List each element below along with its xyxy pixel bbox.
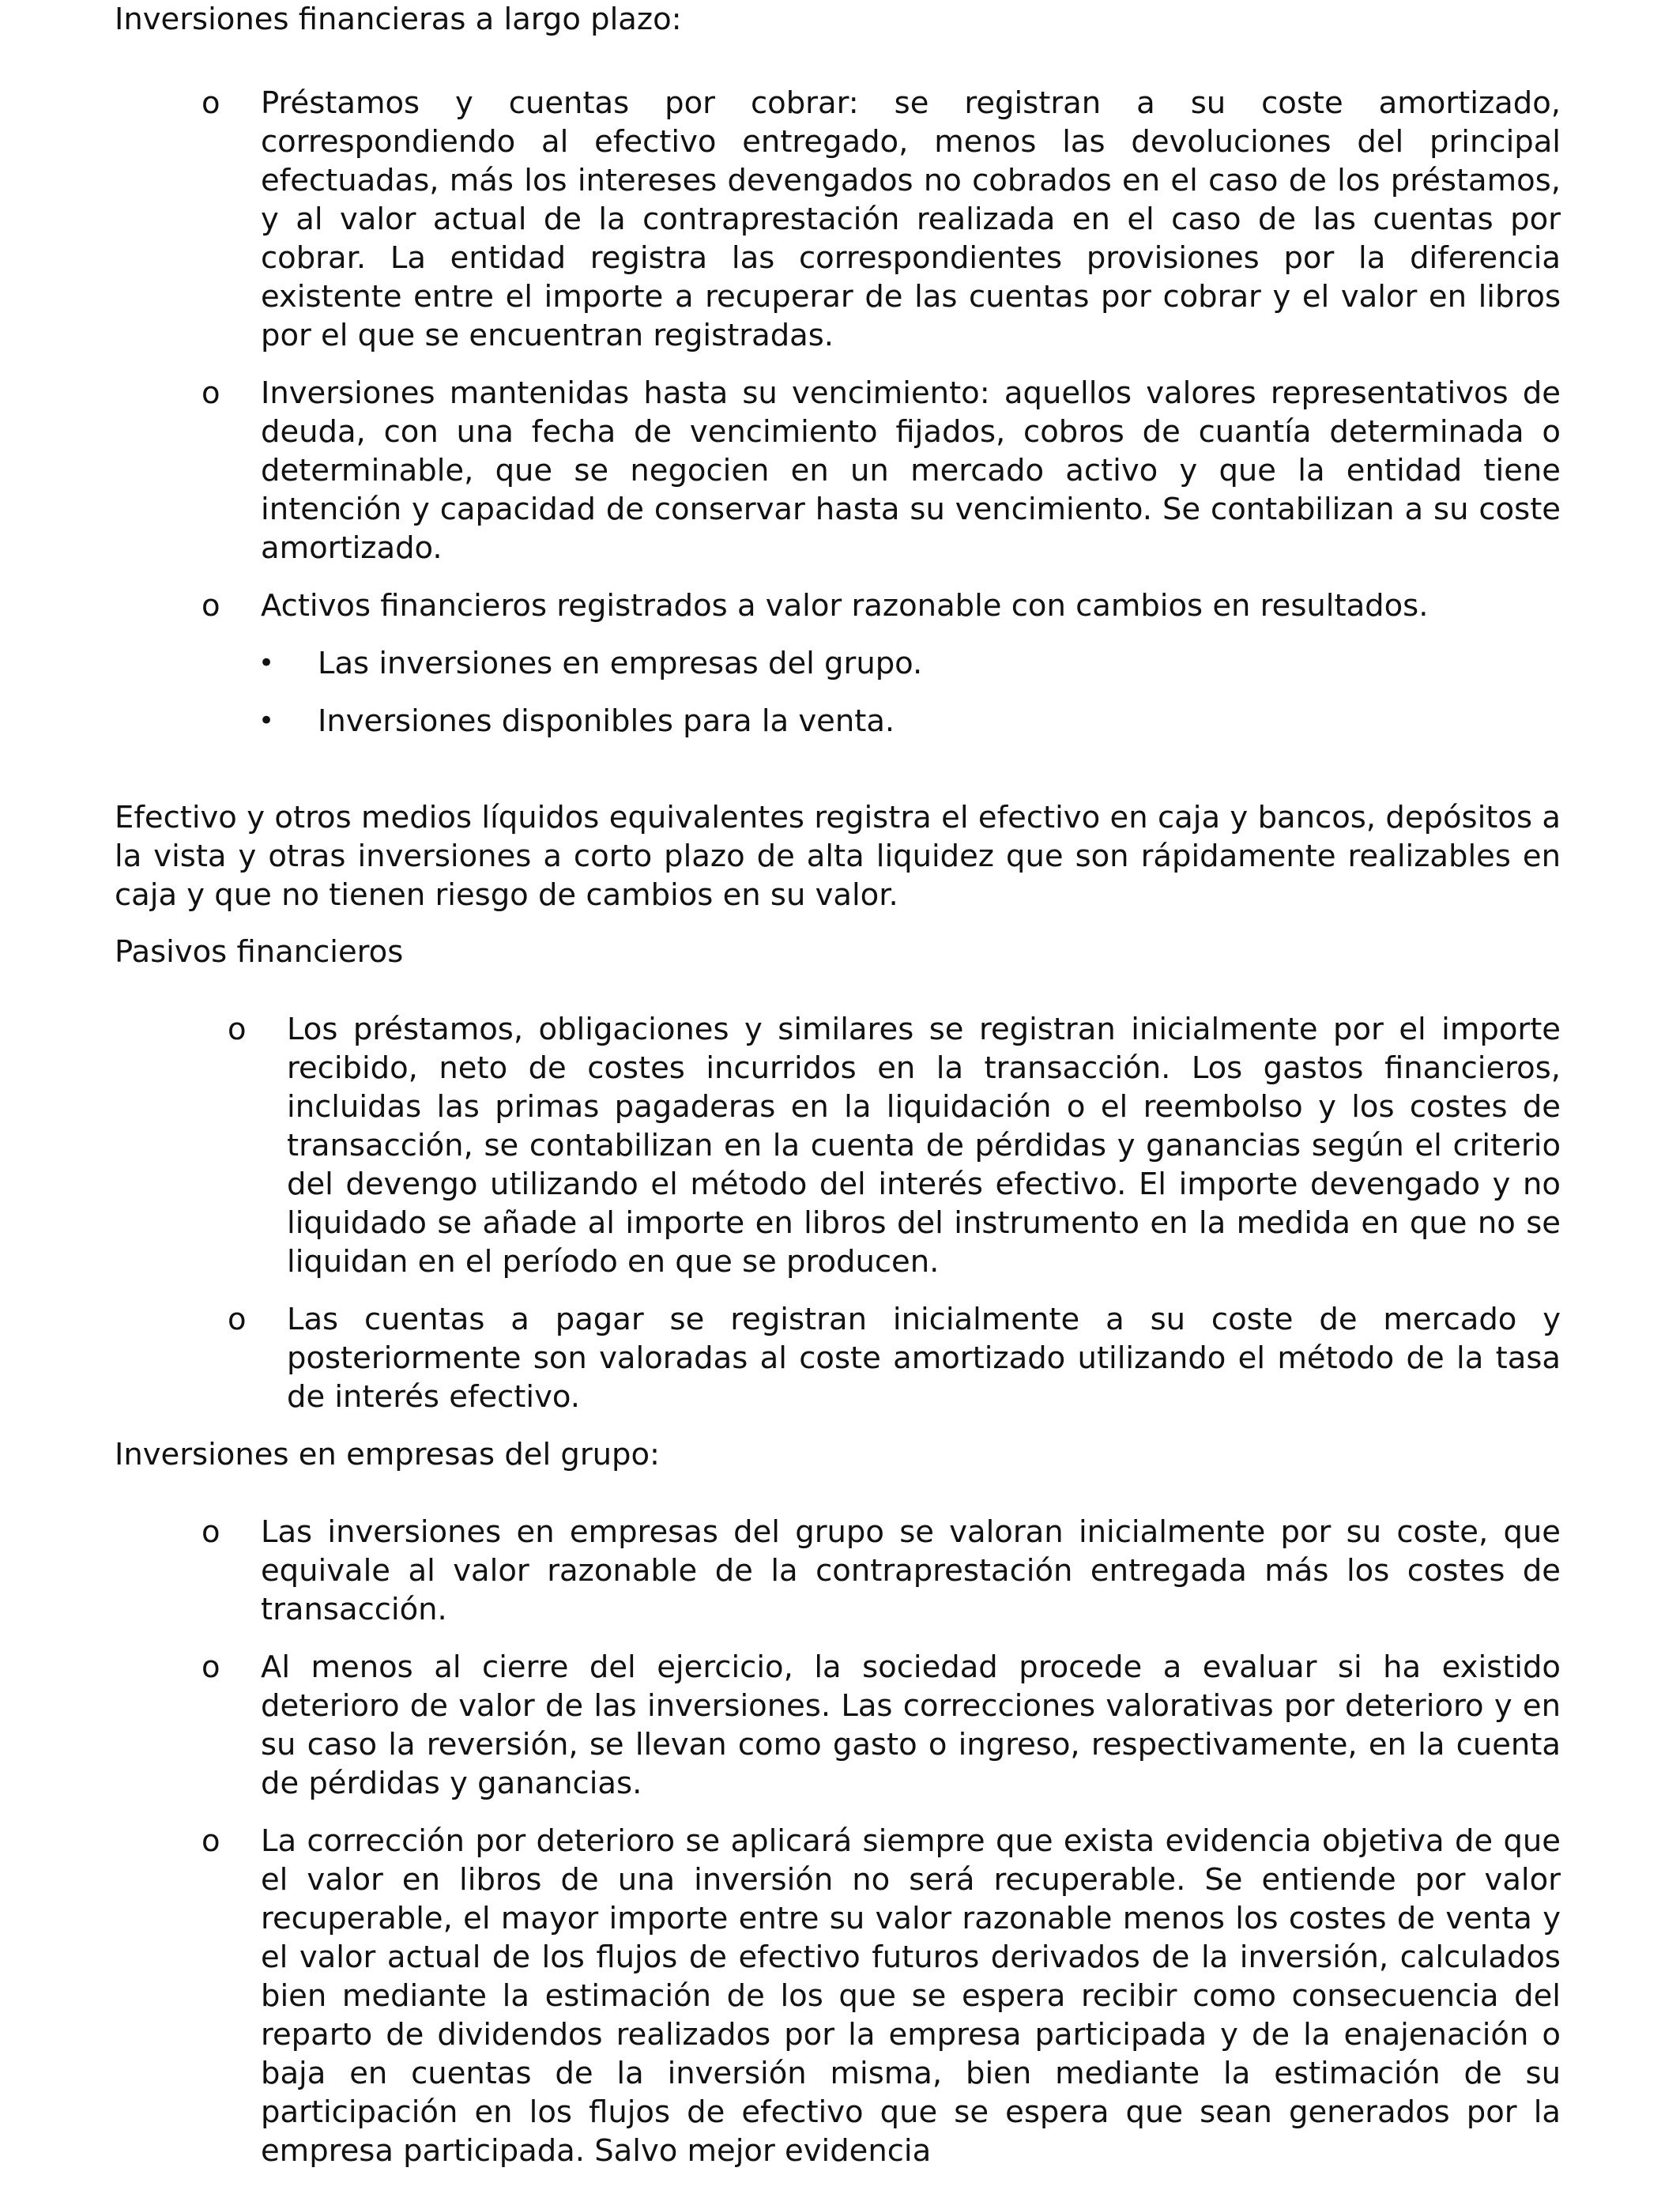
list-item-deterioro-cierre xyxy=(115,1648,1561,1803)
list-item-text: Las inversiones en empresas del grupo se valoran inicialmente por su coste, que equivale al valor razonable de la contraprestación entregada más los costes de transacción. xyxy=(261,1514,1561,1627)
list-item-text: Las cuentas a pagar se registran inicialmente a su coste de mercado y posteriormente son valoradas al coste amortizado utilizando el método de la tasa de interés efectivo. xyxy=(287,1302,1561,1415)
list-item-prestamos-cuentas-cobrar xyxy=(115,84,1561,355)
list-marker: o xyxy=(202,375,220,411)
list-item-inversiones-vencimiento xyxy=(115,374,1561,567)
sub-list-item-disponibles-venta xyxy=(115,702,1561,741)
heading-inversiones-empresas-grupo: Inversiones en empresas del grupo: xyxy=(115,1437,661,1472)
list-item-correccion-deterioro xyxy=(115,1822,1561,2170)
list-item-activos-valor-razonable xyxy=(115,586,1561,625)
list-marker: o xyxy=(202,1514,220,1550)
list-marker: o xyxy=(202,1823,220,1859)
heading-pasivos-financieros: Pasivos financieros xyxy=(115,934,404,970)
list-marker: o xyxy=(228,1302,247,1337)
document-page xyxy=(115,0,1561,2170)
paragraph-efectivo: Efectivo y otros medios líquidos equivalentes registra el efectivo en caja y bancos, depósitos a la vista y otras inversiones a corto plazo de alta liquidez que son rápidamente realizables en caja y que no tienen riesgo de cambios en su valor. xyxy=(115,800,1561,913)
sub-list-item-text: Inversiones disponibles para la venta. xyxy=(318,703,895,739)
list-marker: o xyxy=(202,85,220,121)
sub-list-item-text: Las inversiones en empresas del grupo. xyxy=(318,646,923,681)
list-item-text: Los préstamos, obligaciones y similares se registran inicialmente por el importe recibido, neto de costes incurridos en la transacción. Los gastos financieros, incluidas las primas pagaderas en la liquidación o el reembolso y los costes de transacción, se contabilizan en la cuenta de pérdidas y ganancias según el criterio del devengo utilizando el método del interés efectivo. El importe devengado y no liquidado se añade al importe en libros del instrumento en la medida en que no se liquidan en el período en que se producen. xyxy=(287,1012,1561,1280)
list-marker: o xyxy=(202,588,220,624)
list-item-cuentas-pagar xyxy=(115,1300,1561,1416)
heading-inversiones-largo-plazo: Inversiones financieras a largo plazo: xyxy=(115,2,682,37)
list-item-text: Activos financieros registrados a valor razonable con cambios en resultados. xyxy=(261,588,1429,624)
sub-list-item-empresas-grupo xyxy=(115,644,1561,683)
list-item-text: Inversiones mantenidas hasta su vencimiento: aquellos valores representativos de deuda, con una fecha de vencimiento fijados, cobros de cuantía determinada o determinable, que se negocien en un mercado activo y que la entidad tiene intención y capacidad de conservar hasta su vencimiento. Se contabilizan a su coste amortizado. xyxy=(261,375,1561,566)
list-marker: o xyxy=(202,1649,220,1685)
list-item-text: Al menos al cierre del ejercicio, la sociedad procede a evaluar si ha existido deterioro de valor de las inversiones. Las correcciones valorativas por deterioro y en su caso la reversión, se llevan como gasto o ingreso, respectivamente, en la cuenta de pérdidas y ganancias. xyxy=(261,1649,1561,1801)
list-item-valoracion-inicial xyxy=(115,1513,1561,1629)
bullet-marker: • xyxy=(258,705,275,737)
list-item-prestamos-obligaciones xyxy=(115,1010,1561,1281)
list-item-text: Préstamos y cuentas por cobrar: se registran a su coste amortizado, correspondiendo al efectivo entregado, menos las devoluciones del principal efectuadas, más los intereses devengados no cobrados en el caso de los préstamos, y al valor actual de la contraprestación realizada en el caso de las cuentas por cobrar. La entidad registra las correspondientes provisiones por la diferencia existente entre el importe a recuperar de las cuentas por cobrar y el valor en libros por el que se encuentran registradas. xyxy=(261,85,1561,353)
list-marker: o xyxy=(228,1012,247,1047)
bullet-marker: • xyxy=(258,647,275,679)
list-item-text: La corrección por deterioro se aplicará siempre que exista evidencia objetiva de que el valor en libros de una inversión no será recuperable. Se entiende por valor recuperable, el mayor importe entre su valor razonable menos los costes de venta y el valor actual de los flujos de efectivo futuros derivados de la inversión, calculados bien mediante la estimación de los que se espera recibir como consecuencia del reparto de dividendos realizados por la empresa participada y de la enajenación o baja en cuentas de la inversión misma, bien mediante la estimación de su participación en los flujos de efectivo que se espera que sean generados por la empresa participada. Salvo mejor evidencia xyxy=(261,1823,1561,2169)
